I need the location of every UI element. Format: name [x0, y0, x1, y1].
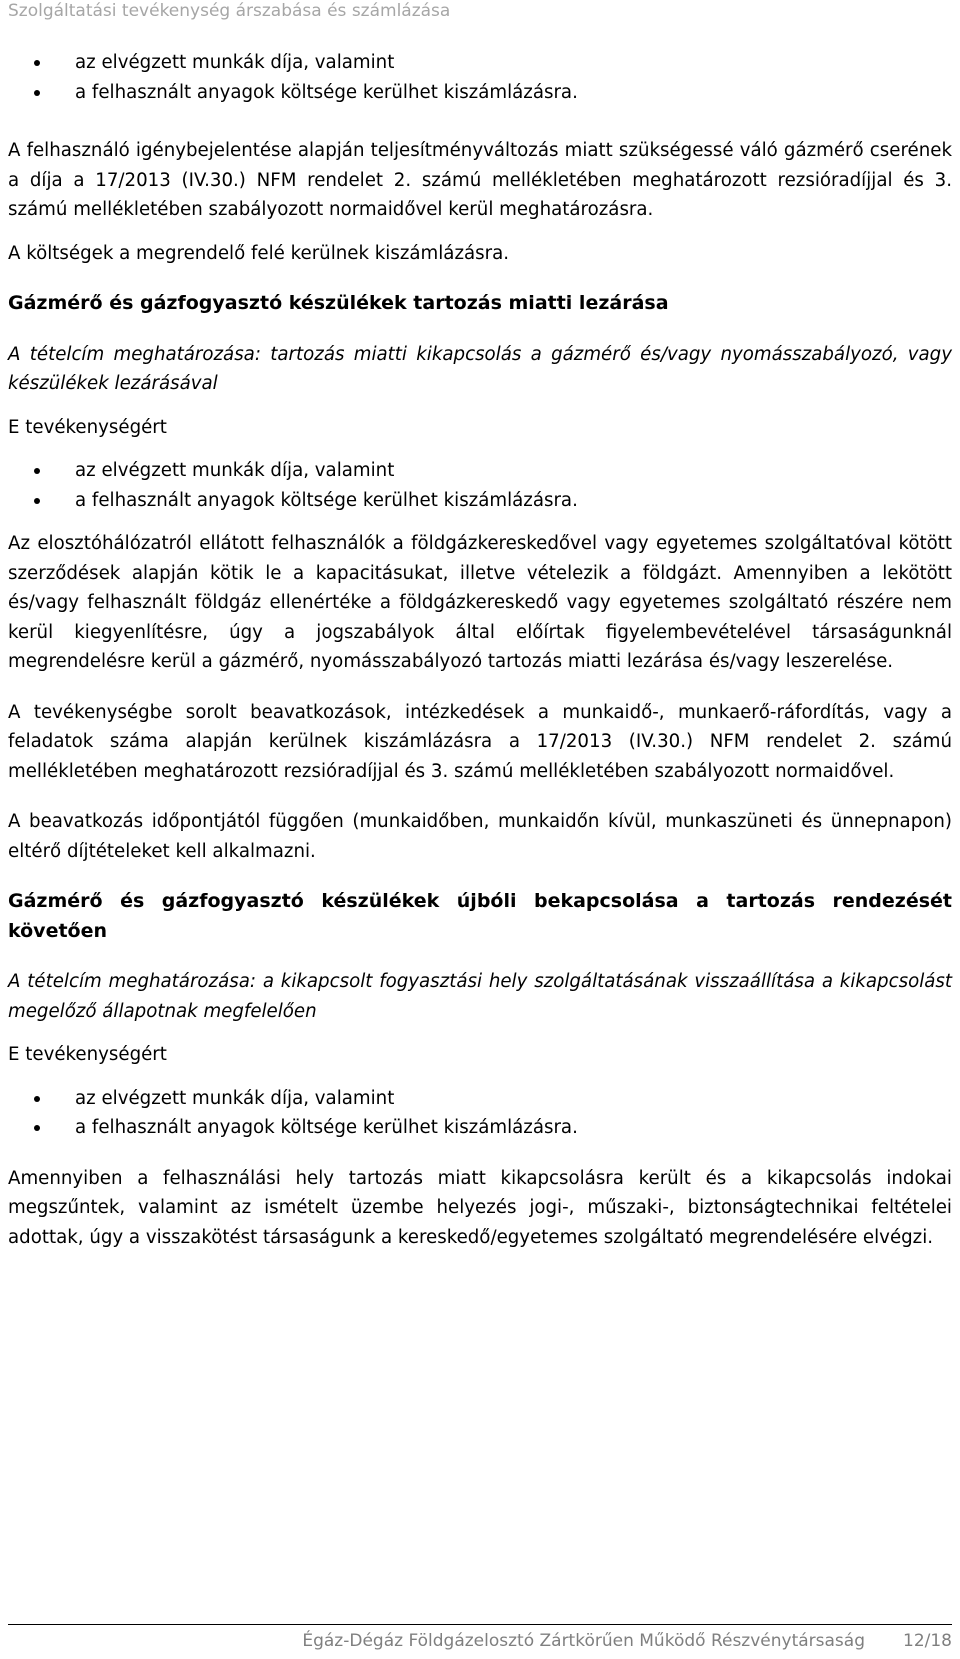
bullet-list [8, 48, 952, 107]
paragraph: Amennyiben a felhasználási hely tartozás miatt kikapcsolásra került és a kikapcsolás indokai megszűntek, valamint az ismételt üzembe helyezés jogi-, műszaki-, biztonságtechnikai feltételei adottak, úgy a visszakötést társaságunk a kereskedő/egyetemes szolgáltató megrendelésére elvégzi. [8, 1167, 952, 1248]
list-item: a felhasznált anyagok költsége kerülhet kiszámlázásra. [8, 1113, 952, 1143]
list-item: az elvégzett munkák díja, valamint [8, 456, 952, 486]
paragraph: A költségek a megrendelő felé kerülnek kiszámlázásra. [8, 242, 510, 264]
section-heading: Gázmérő és gázfogyasztó készülékek tartozás miatti lezárása [8, 292, 669, 314]
activity-label: E tevékenységért [8, 416, 167, 438]
activity-label: E tevékenységért [8, 1044, 167, 1065]
paragraph: A tevékenységbe sorolt beavatkozások, intézkedések a munkaidő-, munkaerő-ráfordítás, vagy a feladatok száma alapján kerülnek kiszámlázásra a 17/2013 (IV.30.) NFM rendelet 2. számú mellékletében meghatározott rezsióradíjjal és 3. számú mellékletében szabályozott normaidővel. [8, 701, 952, 782]
bullet-list [8, 456, 952, 515]
running-footer [302, 1631, 952, 1651]
item-definition: A tételcím meghatározása: tartozás miatti kikapcsolás a gázmérő és/vagy nyomásszabályozó, vagy készülékek lezárásával [8, 343, 952, 394]
list-item: az elvégzett munkák díja, valamint [8, 1084, 952, 1114]
section-heading: Gázmérő és gázfogyasztó készülékek újbóli bekapcsolása a tartozás rendezését követően [8, 890, 952, 942]
page-number: 12/18 [903, 1631, 952, 1651]
running-header: Szolgáltatási tevékenység árszabása és számlázása [8, 1, 451, 21]
list-item: a felhasznált anyagok költsége kerülhet kiszámlázásra. [8, 486, 952, 516]
list-item: az elvégzett munkák díja, valamint [8, 48, 952, 78]
document-body [8, 48, 952, 1252]
footer-divider [8, 1624, 952, 1625]
item-definition: A tételcím meghatározása: a kikapcsolt fogyasztási hely szolgáltatásának visszaállítása a kikapcsolást megelőző állapotnak megfelelően [8, 971, 952, 1022]
bullet-list [8, 1084, 952, 1143]
paragraph: Az elosztóhálózatról ellátott felhasználók a földgázkereskedővel vagy egyetemes szolgáltatóval kötött szerződések alapján kötik le a kapacitásukat, illetve vételezik a földgázt. Amennyiben a lekötött és/vagy felhasznált földgáz ellenértéke a földgázkereskedő vagy egyetemes szolgáltató részére nem kerül kiegyenlítésre, úgy a jogszabályok által előírtak figyelembevételével társaságunknál megrendelésre kerül a gázmérő, nyomásszabályozó tartozás miatti lezárása és/vagy leszerelése. [8, 533, 952, 672]
footer-company: Égáz-Dégáz Földgázelosztó Zártkörűen Működő Részvénytársaság [302, 1631, 865, 1651]
paragraph: A felhasználó igénybejelentése alapján teljesítményváltozás miatt szükségessé váló gázmérő cserének a díja a 17/2013 (IV.30.) NFM rendelet 2. számú mellékletében meghatározott rezsióradíjjal és 3. számú mellékletében szabályozott normaidővel kerül meghatározásra. [8, 140, 952, 220]
list-item: a felhasznált anyagok költsége kerülhet kiszámlázásra. [8, 78, 952, 108]
paragraph: A beavatkozás időpontjától függően (munkaidőben, munkaidőn kívül, munkaszüneti és ünnepnapon) eltérő díjtételeket kell alkalmazni. [8, 811, 952, 862]
